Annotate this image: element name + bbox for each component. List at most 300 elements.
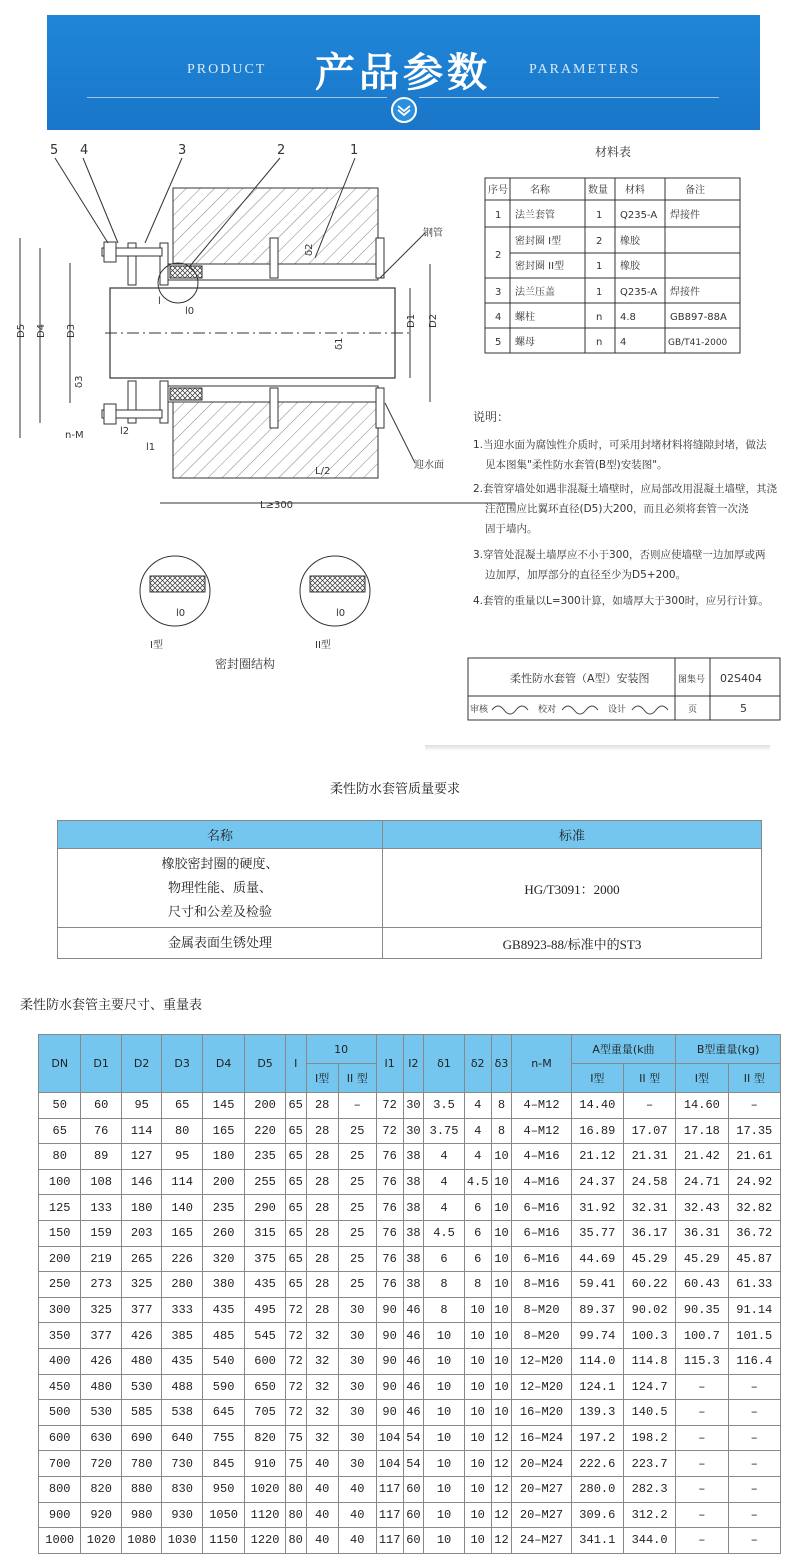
table-row: [39, 1476, 781, 1502]
table-cell: –: [623, 1093, 675, 1119]
mt-cell: n: [596, 337, 603, 348]
table-cell: 705: [245, 1400, 286, 1426]
mt-cell: 1: [495, 210, 502, 221]
table-cell: 640: [162, 1425, 203, 1451]
table-cell: 10: [464, 1297, 491, 1323]
table-cell: 377: [81, 1323, 122, 1349]
dims-h-b-type1: I型: [676, 1064, 728, 1093]
table-cell: 930: [162, 1502, 203, 1528]
table-row: [39, 1169, 781, 1195]
table-cell: 910: [245, 1451, 286, 1477]
table-cell: 38: [403, 1246, 424, 1272]
table-cell: 32.82: [728, 1195, 780, 1221]
table-cell: –: [676, 1374, 728, 1400]
mt-cell: GB/T41-2000: [668, 338, 728, 348]
table-cell: 89.37: [571, 1297, 623, 1323]
table-cell: 114: [121, 1118, 162, 1144]
table-cell: 38: [403, 1144, 424, 1170]
table-cell: 10: [464, 1400, 491, 1426]
note-line: 2.套管穿墙处如遇非混凝土墙壁时，应局部改用混凝土墙壁，其浇: [473, 483, 778, 495]
table-cell: 90: [376, 1323, 403, 1349]
banner-rule-right: [419, 97, 719, 98]
dims-caption: 柔性防水套管主要尺寸、重量表: [20, 997, 203, 1012]
dim-d2: D2: [428, 313, 439, 328]
quality-row-name: [58, 849, 383, 928]
dim-d5: D5: [16, 323, 27, 338]
table-cell: 104: [376, 1425, 403, 1451]
table-cell: 25: [338, 1118, 376, 1144]
table-cell: 114.0: [571, 1348, 623, 1374]
table-cell: 25: [338, 1195, 376, 1221]
table-cell: 140.5: [623, 1400, 675, 1426]
table-cell: 222.6: [571, 1451, 623, 1477]
table-cell: 30: [403, 1118, 424, 1144]
table-row: [39, 1348, 781, 1374]
table-cell: 159: [81, 1220, 122, 1246]
dims-h-d3: D3: [162, 1035, 203, 1093]
table-cell: 65: [285, 1246, 306, 1272]
table-row: [39, 1528, 781, 1554]
table-cell: 28: [306, 1118, 338, 1144]
table-cell: 10: [424, 1451, 465, 1477]
dims-h-a-weight: A型重量(k曲: [571, 1035, 676, 1064]
table-cell: 40: [306, 1502, 338, 1528]
table-cell: 344.0: [623, 1528, 675, 1554]
table-cell: 165: [162, 1220, 203, 1246]
dim-delta1: δ1: [334, 337, 345, 350]
note-line: 4.套管的重量以L=300计算，如墙厚大于300时，应另行计算。: [473, 595, 769, 607]
mt-cell: 焊接件: [670, 210, 700, 221]
table-cell: 10: [464, 1528, 491, 1554]
table-cell: –: [728, 1093, 780, 1119]
dims-h-l: I: [285, 1035, 306, 1093]
table-cell: 273: [81, 1272, 122, 1298]
table-cell: 10: [491, 1169, 512, 1195]
table-cell: 10: [491, 1348, 512, 1374]
table-cell: 76: [376, 1246, 403, 1272]
table-cell: 10: [464, 1323, 491, 1349]
table-cell: 114: [162, 1169, 203, 1195]
dims-h-d1: D1: [81, 1035, 122, 1093]
note-line: 注范围应比翼环直径(D5)大200，而且必须将套管一次浇: [485, 503, 749, 515]
table-cell: 198.2: [623, 1425, 675, 1451]
mt-cell: 4.8: [620, 312, 636, 323]
table-cell: 488: [162, 1374, 203, 1400]
mt-cell: 2: [596, 236, 603, 247]
table-cell: 6: [464, 1220, 491, 1246]
table-cell: 72: [285, 1400, 306, 1426]
mt-h-name: 名称: [530, 185, 550, 196]
title-block-atlas-no: 02S404: [720, 672, 762, 685]
table-cell: 72: [285, 1374, 306, 1400]
dims-h-l0-type1: I型: [306, 1064, 338, 1093]
mt-cell: Q235-A: [620, 287, 658, 298]
table-cell: 10: [464, 1425, 491, 1451]
table-cell: 21.31: [623, 1144, 675, 1170]
table-cell: 25: [338, 1246, 376, 1272]
table-cell: 30: [403, 1093, 424, 1119]
table-cell: 30: [338, 1374, 376, 1400]
table-cell: 101.5: [728, 1323, 780, 1349]
table-cell: 12–M20: [512, 1348, 571, 1374]
table-cell: 124.7: [623, 1374, 675, 1400]
table-cell: 720: [81, 1451, 122, 1477]
table-cell: 28: [306, 1144, 338, 1170]
table-cell: 61.33: [728, 1272, 780, 1298]
table-cell: 116.4: [728, 1348, 780, 1374]
table-cell: –: [728, 1451, 780, 1477]
table-cell: 72: [376, 1093, 403, 1119]
table-cell: 280: [162, 1272, 203, 1298]
dims-h-l1: I1: [376, 1035, 403, 1093]
table-row: [39, 1374, 781, 1400]
mt-cell: 4: [495, 312, 502, 323]
table-cell: 65: [285, 1144, 306, 1170]
table-cell: 6–M16: [512, 1220, 571, 1246]
table-cell: 38: [403, 1220, 424, 1246]
mt-h-mat: 材料: [625, 185, 645, 196]
note-line: 见本图集"柔性防水套管(B型)安装图"。: [485, 459, 668, 471]
table-cell: 28: [306, 1169, 338, 1195]
table-cell: 260: [202, 1220, 244, 1246]
table-cell: 76: [376, 1195, 403, 1221]
table-cell: 500: [39, 1400, 81, 1426]
table-cell: 6: [464, 1246, 491, 1272]
table-cell: 585: [121, 1400, 162, 1426]
table-cell: 780: [121, 1451, 162, 1477]
table-row: [39, 1220, 781, 1246]
table-cell: 65: [285, 1220, 306, 1246]
table-cell: 6–M16: [512, 1246, 571, 1272]
table-cell: 1050: [202, 1502, 244, 1528]
table-cell: 100: [39, 1169, 81, 1195]
table-cell: 12: [491, 1451, 512, 1477]
table-cell: 845: [202, 1451, 244, 1477]
table-cell: 21.42: [676, 1144, 728, 1170]
table-cell: 133: [81, 1195, 122, 1221]
table-cell: 139.3: [571, 1400, 623, 1426]
table-cell: 226: [162, 1246, 203, 1272]
table-cell: 127: [121, 1144, 162, 1170]
table-cell: 255: [245, 1169, 286, 1195]
note-line: 固于墙内。: [485, 523, 538, 535]
table-cell: 146: [121, 1169, 162, 1195]
table-cell: 100.3: [623, 1323, 675, 1349]
table-cell: 72: [376, 1118, 403, 1144]
table-cell: –: [676, 1502, 728, 1528]
table-cell: 309.6: [571, 1502, 623, 1528]
table-cell: 10: [491, 1195, 512, 1221]
dim-nm: n-M: [65, 430, 84, 441]
table-cell: 590: [202, 1374, 244, 1400]
title-block-page-no: 5: [740, 702, 747, 715]
table-cell: –: [676, 1476, 728, 1502]
table-cell: 46: [403, 1400, 424, 1426]
label-water-face: 迎水面: [414, 460, 444, 471]
quality-name-line: 橡胶密封圈的硬度、: [161, 856, 279, 871]
table-cell: 900: [39, 1502, 81, 1528]
table-cell: 300: [39, 1297, 81, 1323]
quality-header-name: 名称: [58, 821, 383, 849]
table-cell: 755: [202, 1425, 244, 1451]
table-cell: 435: [202, 1297, 244, 1323]
table-cell: 480: [121, 1348, 162, 1374]
dim-d4: D4: [36, 323, 47, 338]
table-cell: –: [728, 1476, 780, 1502]
mt-cell: 焊接件: [670, 287, 700, 298]
table-cell: 880: [121, 1476, 162, 1502]
table-cell: 36.17: [623, 1220, 675, 1246]
table-cell: 8: [491, 1093, 512, 1119]
table-cell: 75: [285, 1451, 306, 1477]
table-cell: 645: [202, 1400, 244, 1426]
title-block-atlas-label: 图集号: [678, 675, 706, 685]
table-cell: 30: [338, 1348, 376, 1374]
dims-h-a-type2: II 型: [623, 1064, 675, 1093]
table-cell: 203: [121, 1220, 162, 1246]
table-cell: 60.22: [623, 1272, 675, 1298]
table-cell: 76: [376, 1272, 403, 1298]
table-cell: 10: [491, 1220, 512, 1246]
banner-rule-left: [87, 97, 387, 98]
table-cell: 200: [245, 1093, 286, 1119]
table-cell: 1000: [39, 1528, 81, 1554]
quality-row-name: [58, 928, 383, 959]
table-cell: 25: [338, 1169, 376, 1195]
detail-2-l0: l0: [336, 608, 346, 619]
table-cell: 920: [81, 1502, 122, 1528]
table-row: [39, 1400, 781, 1426]
table-cell: 117: [376, 1528, 403, 1554]
table-cell: 165: [202, 1118, 244, 1144]
table-cell: 90.02: [623, 1297, 675, 1323]
mt-cell: 螺母: [515, 337, 535, 348]
table-cell: 28: [306, 1272, 338, 1298]
table-cell: 8: [424, 1272, 465, 1298]
table-cell: 12–M20: [512, 1374, 571, 1400]
table-cell: 104: [376, 1451, 403, 1477]
table-cell: 180: [202, 1144, 244, 1170]
table-cell: 235: [202, 1195, 244, 1221]
table-cell: 20–M27: [512, 1502, 571, 1528]
table-cell: 28: [306, 1246, 338, 1272]
table-cell: 3.5: [424, 1093, 465, 1119]
table-cell: 115.3: [676, 1348, 728, 1374]
callout-2: 2: [277, 143, 286, 158]
table-cell: 54: [403, 1451, 424, 1477]
table-cell: 730: [162, 1451, 203, 1477]
table-cell: 325: [121, 1272, 162, 1298]
title-block-page-label: 页: [688, 705, 698, 715]
table-cell: 95: [162, 1144, 203, 1170]
header-banner: [47, 15, 760, 130]
table-cell: 91.14: [728, 1297, 780, 1323]
banner-left-text: PRODUCT: [187, 62, 267, 77]
quality-row-standard: GB8923-88/标准中的ST3: [383, 928, 762, 959]
table-cell: 1080: [121, 1528, 162, 1554]
dims-table-body: [39, 1093, 781, 1554]
quality-row-standard: HG/T3091：2000: [383, 849, 762, 928]
table-cell: 12: [491, 1476, 512, 1502]
table-cell: 10: [464, 1502, 491, 1528]
table-cell: 72: [285, 1323, 306, 1349]
table-cell: 54: [403, 1425, 424, 1451]
table-cell: 820: [81, 1476, 122, 1502]
table-cell: 14.60: [676, 1093, 728, 1119]
table-row: [39, 1093, 781, 1119]
table-cell: 35.77: [571, 1220, 623, 1246]
table-cell: 800: [39, 1476, 81, 1502]
table-cell: 4–M16: [512, 1169, 571, 1195]
mt-cell: 1: [596, 210, 603, 221]
table-cell: 530: [81, 1400, 122, 1426]
mt-cell: 螺柱: [515, 312, 535, 323]
table-cell: 32.43: [676, 1195, 728, 1221]
table-cell: 341.1: [571, 1528, 623, 1554]
table-cell: 219: [81, 1246, 122, 1272]
table-cell: 60: [81, 1093, 122, 1119]
table-cell: 690: [121, 1425, 162, 1451]
table-cell: 426: [81, 1348, 122, 1374]
dim-l2: l2: [120, 426, 130, 437]
dims-h-delta1: δ1: [424, 1035, 465, 1093]
table-cell: 400: [39, 1348, 81, 1374]
table-cell: 150: [39, 1220, 81, 1246]
table-cell: 530: [121, 1374, 162, 1400]
table-cell: 180: [121, 1195, 162, 1221]
material-table-title: 材料表: [595, 145, 632, 159]
quality-table: [57, 820, 762, 959]
table-cell: 24.37: [571, 1169, 623, 1195]
table-cell: 99.74: [571, 1323, 623, 1349]
table-cell: 20–M27: [512, 1476, 571, 1502]
dim-d1: D1: [406, 313, 417, 328]
table-cell: 28: [306, 1093, 338, 1119]
table-cell: 32: [306, 1323, 338, 1349]
callout-1: 1: [350, 143, 359, 158]
mt-cell: 4: [620, 337, 627, 348]
table-cell: 980: [121, 1502, 162, 1528]
table-cell: 6: [424, 1246, 465, 1272]
table-cell: 25: [338, 1220, 376, 1246]
table-cell: 60: [403, 1476, 424, 1502]
mt-h-qty: 数量: [588, 185, 608, 196]
table-cell: 10: [424, 1374, 465, 1400]
table-cell: 3.75: [424, 1118, 465, 1144]
table-row: [39, 1195, 781, 1221]
table-cell: 14.40: [571, 1093, 623, 1119]
mt-cell: 法兰压盖: [515, 287, 555, 298]
table-cell: 21.61: [728, 1144, 780, 1170]
table-cell: 325: [81, 1297, 122, 1323]
table-cell: 820: [245, 1425, 286, 1451]
table-cell: 89: [81, 1144, 122, 1170]
table-cell: 280.0: [571, 1476, 623, 1502]
mt-cell: 2: [495, 250, 502, 261]
table-cell: 8: [424, 1297, 465, 1323]
detail-type1: I型: [150, 640, 163, 651]
title-block-design: 设计: [608, 705, 627, 715]
table-cell: 75: [285, 1425, 306, 1451]
table-cell: 30: [338, 1323, 376, 1349]
table-cell: 4: [464, 1118, 491, 1144]
table-cell: 315: [245, 1220, 286, 1246]
table-cell: 12: [491, 1502, 512, 1528]
table-cell: 200: [202, 1169, 244, 1195]
table-cell: 10: [424, 1476, 465, 1502]
notes-title: 说明：: [473, 410, 510, 424]
mt-cell: GB897-88A: [670, 312, 727, 323]
table-cell: 80: [285, 1528, 306, 1554]
table-cell: 545: [245, 1323, 286, 1349]
table-cell: 38: [403, 1169, 424, 1195]
table-cell: 4.5: [464, 1169, 491, 1195]
table-cell: 700: [39, 1451, 81, 1477]
table-cell: 36.72: [728, 1220, 780, 1246]
table-cell: 4–M12: [512, 1093, 571, 1119]
table-cell: 4–M12: [512, 1118, 571, 1144]
table-cell: –: [676, 1528, 728, 1554]
table-cell: 80: [162, 1118, 203, 1144]
table-cell: 1150: [202, 1528, 244, 1554]
table-cell: 17.18: [676, 1118, 728, 1144]
table-cell: 36.31: [676, 1220, 728, 1246]
table-cell: 17.07: [623, 1118, 675, 1144]
dims-table: [38, 1034, 781, 1554]
table-cell: 32: [306, 1348, 338, 1374]
table-cell: 72: [285, 1297, 306, 1323]
table-cell: 600: [245, 1348, 286, 1374]
table-cell: 16–M24: [512, 1425, 571, 1451]
table-cell: 21.12: [571, 1144, 623, 1170]
table-cell: 10: [424, 1528, 465, 1554]
table-cell: 495: [245, 1297, 286, 1323]
table-cell: 320: [202, 1246, 244, 1272]
table-cell: 540: [202, 1348, 244, 1374]
table-cell: –: [676, 1451, 728, 1477]
table-cell: 4–M16: [512, 1144, 571, 1170]
table-cell: 38: [403, 1272, 424, 1298]
dim-delta3: δ3: [74, 375, 85, 388]
banner-right-text: PARAMETERS: [529, 62, 641, 77]
table-cell: 10: [491, 1297, 512, 1323]
table-cell: 220: [245, 1118, 286, 1144]
quality-name-line: 尺寸和公差及检验: [167, 904, 272, 919]
table-cell: 435: [245, 1272, 286, 1298]
dims-h-d4: D4: [202, 1035, 244, 1093]
table-cell: 10: [424, 1400, 465, 1426]
chevron-down-icon: [391, 97, 417, 123]
detail-1-l0: l0: [176, 608, 186, 619]
mt-cell: 橡胶: [620, 261, 640, 272]
table-cell: 480: [81, 1374, 122, 1400]
table-cell: 31.92: [571, 1195, 623, 1221]
table-cell: –: [338, 1093, 376, 1119]
dims-h-delta3: δ3: [491, 1035, 512, 1093]
dim-l1: l1: [146, 442, 156, 453]
mt-cell: 密封圈 II型: [515, 261, 565, 272]
dims-h-b-type2: II 型: [728, 1064, 780, 1093]
label-l: l: [158, 296, 161, 307]
quality-name-line: 物理性能、质量、: [167, 880, 272, 895]
table-cell: 8: [464, 1272, 491, 1298]
table-cell: 140: [162, 1195, 203, 1221]
callout-5: 5: [50, 143, 59, 158]
table-cell: 60: [403, 1502, 424, 1528]
table-cell: 1220: [245, 1528, 286, 1554]
table-cell: 44.69: [571, 1246, 623, 1272]
table-cell: 435: [162, 1348, 203, 1374]
